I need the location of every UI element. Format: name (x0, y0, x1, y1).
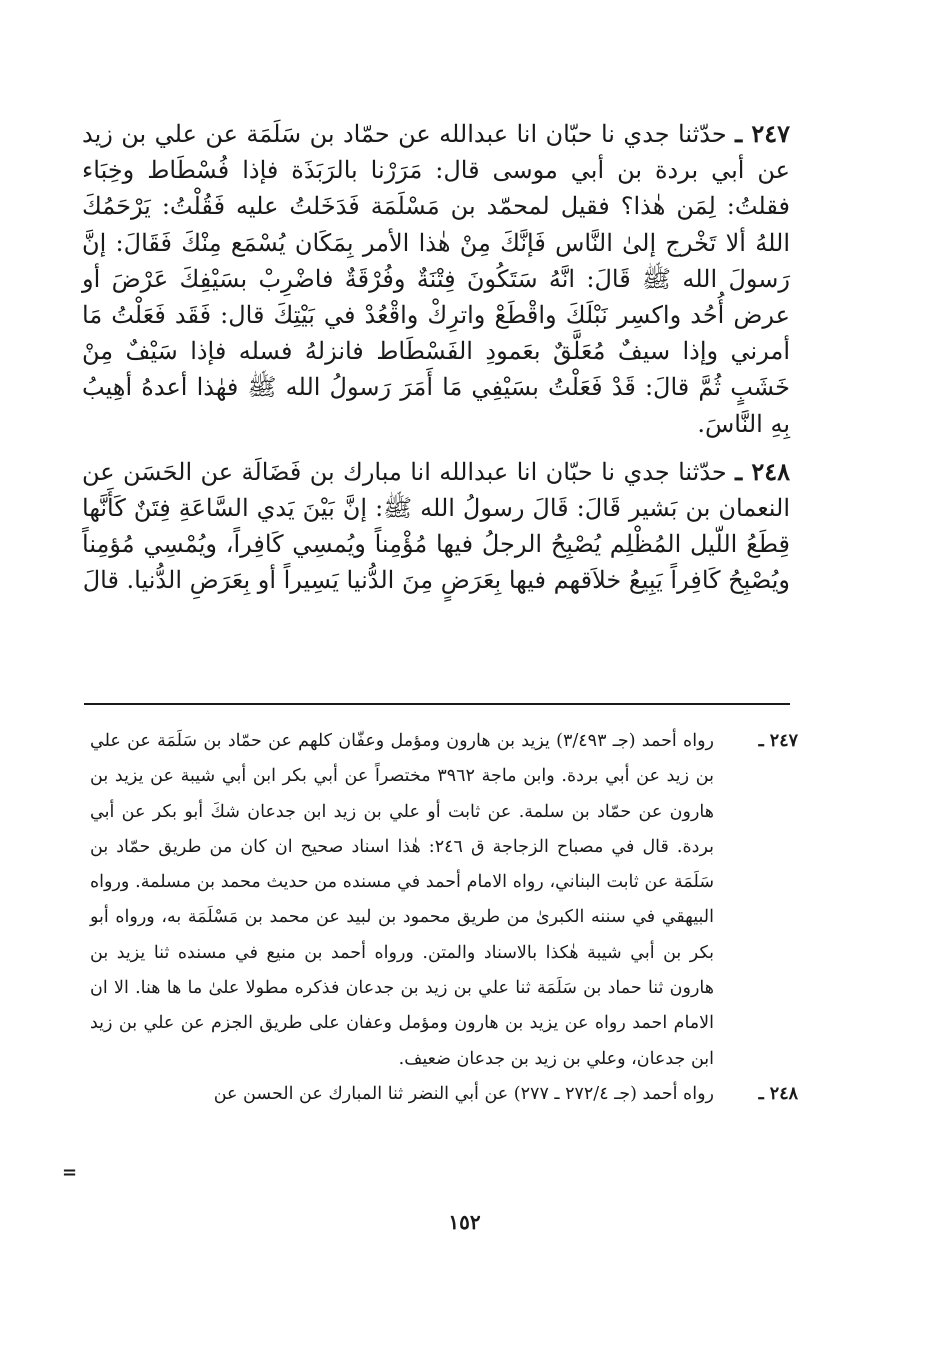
page-number: ١٥٢ (448, 1210, 481, 1234)
footnote-number: ٢٤٧ ـ (758, 731, 798, 751)
footnote-number: ٢٤٨ ـ (758, 1083, 798, 1104)
hadith-number: ٢٤٨ ـ (735, 456, 790, 486)
footnote-247 (90, 724, 798, 1077)
hadith-text: حدّثنا جدي نا حبّان انا عبدالله عن حمّاد بن سَلَمَة عن علي بن زيد عن أبي بردة بن أبي موسى قال: مَرَرْنا بالرَبَذَة فإذا فُسْطَاط وخِبَاء فقلتُ: لِمَن هٰذا؟ فقيل لمحمّد بن مَسْلَمَة فَدَخَلتُ عليه فَقُلْتُ: يَرْحَمُكَ اللهُ ألا تَخْرج إلىٰ النَّاس فَإنَّكَ مِنْ هٰذا الأمر بِمَكَان يُسْمَع مِنْكَ فَقَالَ: إنَّ رَسولَ الله ﷺ قَالَ: انَّهُ سَتَكُونَ فِتْنَةٌ وفُرْقَةٌ فاضْرِبْ بسَيْفِكَ عَرْضَ أو عرض أُحُد واكسِر نَبْلَكَ واقْطَعْ واترِكْ واقْعُدْ في بَيْتِكَ قال: فَقَد فَعَلْتُ مَا أمرني وإذا سيفٌ مُعَلَّقٌ بعَمودِ الفَسْطَاط فانزلهُ فسله فإذا سَيْفٌ مِنْ خَشَبٍ ثُمَّ قالَ: قَدْ فَعَلْتُ بسَيْفِي مَا أَمَرَ رَسولُ الله ﷺ فهٰذا أعدهُ أهِيبُ بِهِ النَّاسَ. (82, 120, 790, 438)
footnote-text: رواه أحمد (جـ ٣/٤٩٣) يزيد بن هارون ومؤمل وعفّان كلهم عن حمّاد بن سَلَمَة عن علي بن زيد عن أبي بردة. وابن ماجة ٣٩٦٢ مختصراً عن أبي بكر ابن أبي شيبة عن يزيد بن هارون عن حمّاد بن سلمة. عن ثابت أو علي بن زيد ابن جدعان شكَ أبو بكر عن أبي بردة. قال في مصباح الزجاجة ق ٢٤٦: هٰذا اسناد صحيح ان كان من طريق حمّاد بن سَلَمَة عن ثابت البناني، رواه الامام أحمد في مسنده من حديث محمد بن مسلمة. ورواه البيهقي في سننه الكبرىٰ من طريق محمود بن لبيد عن محمد بن مَسْلَمَة به، ورواه أبو بكر بن أبي شيبة هٰكذا بالاسناد والمتن. ورواه أحمد بن منيع في مسنده ثنا يزيد بن هارون ثنا حماد بن سَلَمَة ثنا علي بن زيد بن جدعان فذكره مطولا علىٰ ما ها هنا. الا ان الامام احمد رواه عن يزيد بن هارون ومؤمل وعفان على طريق الجزم عن علي بن زيد ابن جدعان، وعلي بن زيد بن جدعان ضعيف. (90, 731, 714, 1069)
footnotes (90, 724, 798, 1112)
hadith-text: حدّثنا جدي نا حبّان انا عبدالله انا مبارك بن فَضَالَة عن الحَسَن عن النعمان بن بَشير قَالَ: قَالَ رسولُ الله ﷺ: إنَّ بَيْنَ يَدي السَّاعَةِ فِتَنٌ كَأَنَّها قِطَعُ اللّيل المُظْلِم يُصْبِحُ الرجلُ فيها مُؤْمِناً ويُمسِي كَافِراً، ويُمْسِي مُؤمِناً ويُصْبِحُ كَافِراً يَبِيعُ خلاَقهم فيها بِعَرَضٍ مِنَ الدُّنيا يَسِيراً أو بِعَرَضِ الدُّنيا. قالَ (82, 457, 790, 595)
hadith-248 (82, 454, 790, 599)
hadith-number: ٢٤٧ ـ (735, 119, 790, 148)
main-text (82, 116, 790, 599)
continuation-mark: = (62, 1162, 78, 1183)
footnote-text: رواه أحمد (جـ ٢٧٢/٤ ـ ٢٧٧) عن أبي النضر ثنا المبارك عن الحسن عن (213, 1083, 714, 1104)
footnote-248 (90, 1077, 798, 1112)
footnote-divider (84, 703, 790, 705)
hadith-247 (82, 116, 790, 442)
